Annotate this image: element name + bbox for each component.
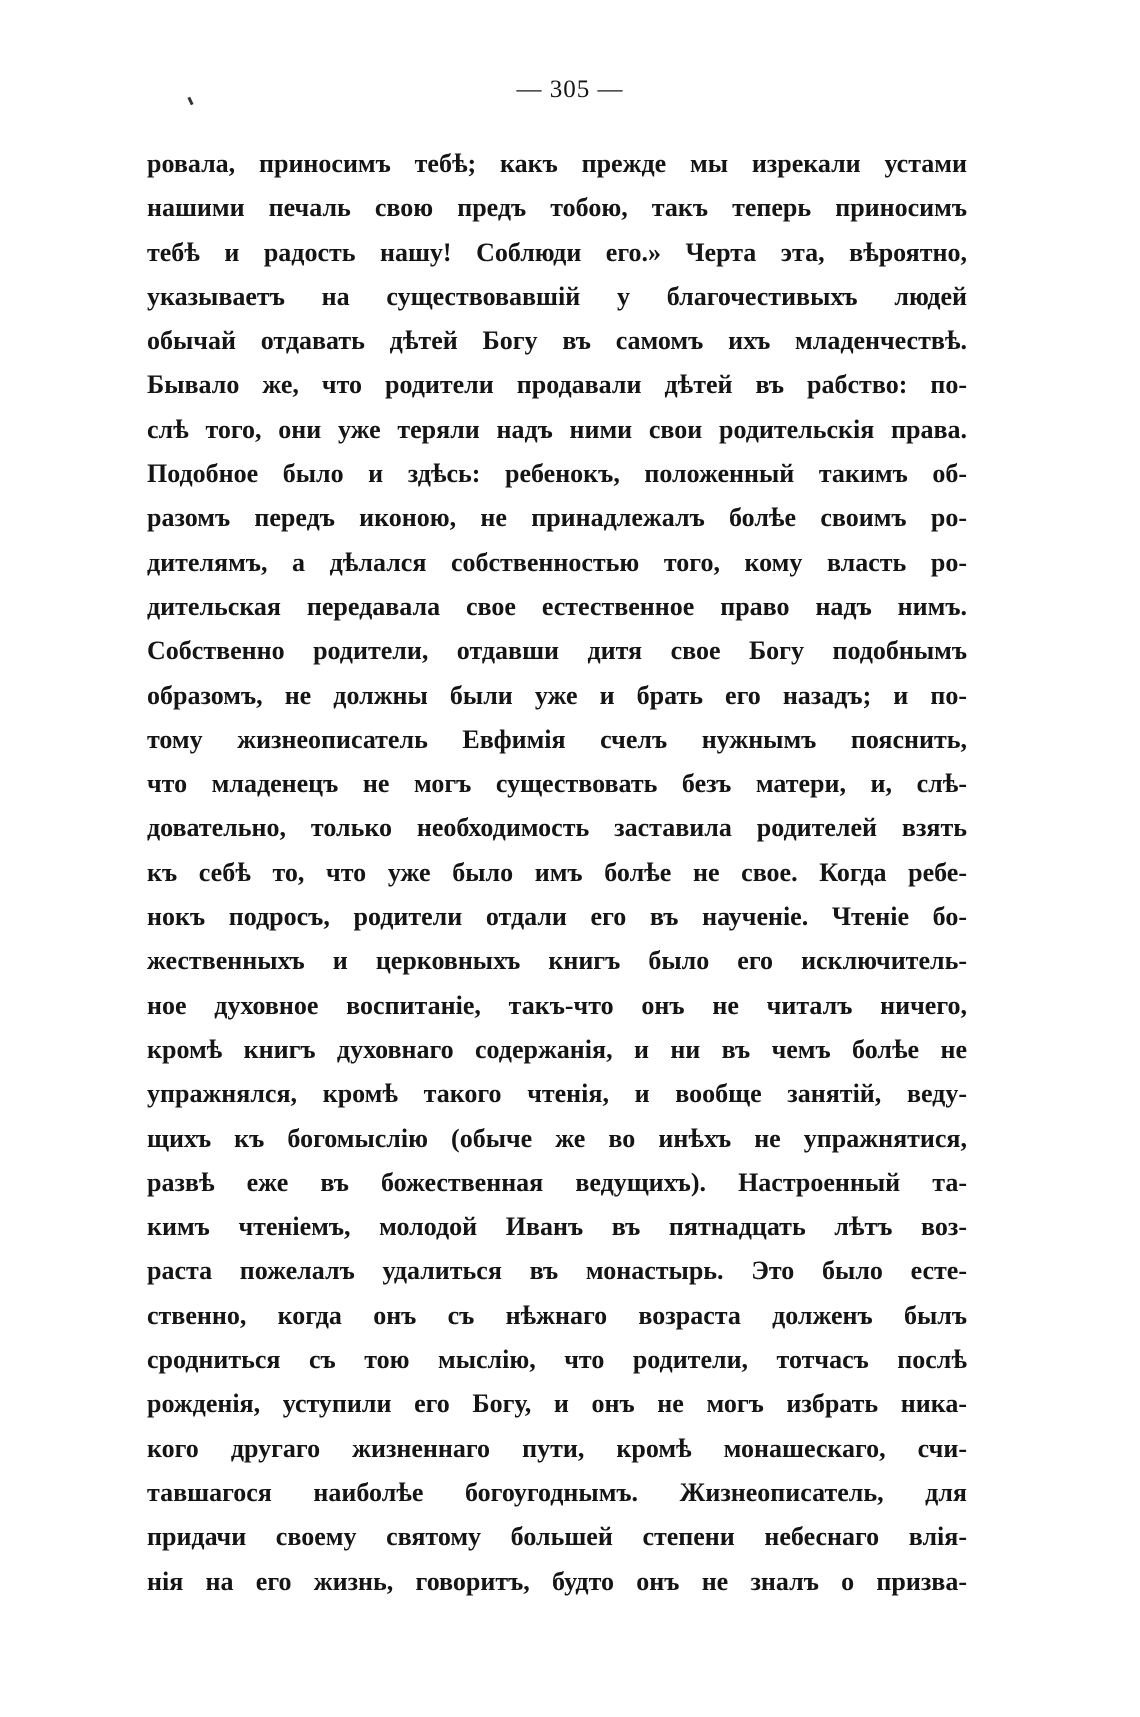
- text-line: дительская передавала свое естественное право надъ нимъ.: [147, 591, 967, 621]
- text-line: тавшагося наиболѣе богоугоднымъ. Жизнеописатель, для: [147, 1477, 967, 1507]
- text-line: раста пожелалъ удалиться въ монастырь. Это было есте-: [147, 1256, 967, 1286]
- text-line: нокъ подросъ, родители отдали его въ наученіе. Чтеніе бо-: [147, 902, 967, 932]
- text-line: обычай отдавать дѣтей Богу въ самомъ ихъ младенчествѣ.: [147, 326, 967, 356]
- text-line: упражнялся, кромѣ такого чтенія, и вообще занятій, веду-: [147, 1079, 967, 1109]
- text-line: кромѣ книгъ духовнаго содержанія, и ни въ чемъ болѣе не: [147, 1034, 967, 1064]
- page-number: — 305 —: [516, 76, 624, 103]
- text-line: что младенецъ не могъ существовать безъ матери, и, слѣ-: [147, 769, 967, 799]
- text-line: жественныхъ и церковныхъ книгъ было его исключитель-: [147, 946, 967, 976]
- text-line: нія на его жизнь, говоритъ, будто онъ не зналъ о призва-: [147, 1566, 967, 1596]
- text-line: нашими печаль свою предъ тобою, такъ теперь приносимъ: [147, 193, 967, 223]
- text-line: тебѣ и радость нашу! Соблюди его.» Черта эта, вѣроятно,: [147, 237, 967, 267]
- text-line: рожденія, уступили его Богу, и онъ не могъ избрать ника-: [147, 1389, 967, 1419]
- text-line: Подобное было и здѣсь: ребенокъ, положенный такимъ об-: [147, 459, 967, 489]
- text-line: щихъ къ богомыслію (обыче же во инѣхъ не упражнятися,: [147, 1123, 967, 1153]
- text-line: дителямъ, а дѣлался собственностью того, кому власть ро-: [147, 547, 967, 577]
- text-line: тому жизнеописатель Евфимія счелъ нужнымъ пояснить,: [147, 724, 967, 754]
- text-line: ное духовное воспитаніе, такъ-что онъ не читалъ ничего,: [147, 990, 967, 1020]
- text-line: кого другаго жизненнаго пути, кромѣ монашескаго, счи-: [147, 1433, 967, 1463]
- text-line: придачи своему святому большей степени небеснаго влія-: [147, 1522, 967, 1552]
- text-line: Бывало же, что родители продавали дѣтей въ рабство: по-: [147, 370, 967, 400]
- text-line: ровала, приносимъ тебѣ; какъ прежде мы изрекали устами: [147, 149, 967, 178]
- text-line: ственно, когда онъ съ нѣжнаго возраста долженъ былъ: [147, 1300, 967, 1330]
- text-line: довательно, только необходимость заставила родителей взять: [147, 813, 967, 843]
- body-text: [147, 142, 967, 1604]
- text-line: развѣ еже въ божественная ведущихъ). Настроенный та-: [147, 1167, 967, 1197]
- text-line: слѣ того, они уже теряли надъ ними свои родительскія права.: [147, 414, 967, 444]
- text-line: кимъ чтеніемъ, молодой Иванъ въ пятнадцать лѣтъ воз-: [147, 1212, 967, 1242]
- text-line: разомъ передъ иконою, не принадлежалъ болѣе своимъ ро-: [147, 503, 967, 533]
- text-line: Собственно родители, отдавши дитя свое Богу подобнымъ: [147, 636, 967, 666]
- text-line: къ себѣ то, что уже было имъ болѣе не свое. Когда ребе-: [147, 857, 967, 887]
- text-line: образомъ, не должны были уже и брать его назадъ; и по-: [147, 680, 967, 710]
- text-line: сродниться съ тою мыслію, что родители, тотчасъ послѣ: [147, 1345, 967, 1375]
- text-line: указываетъ на существовавшій у благочестивыхъ людей: [147, 281, 967, 311]
